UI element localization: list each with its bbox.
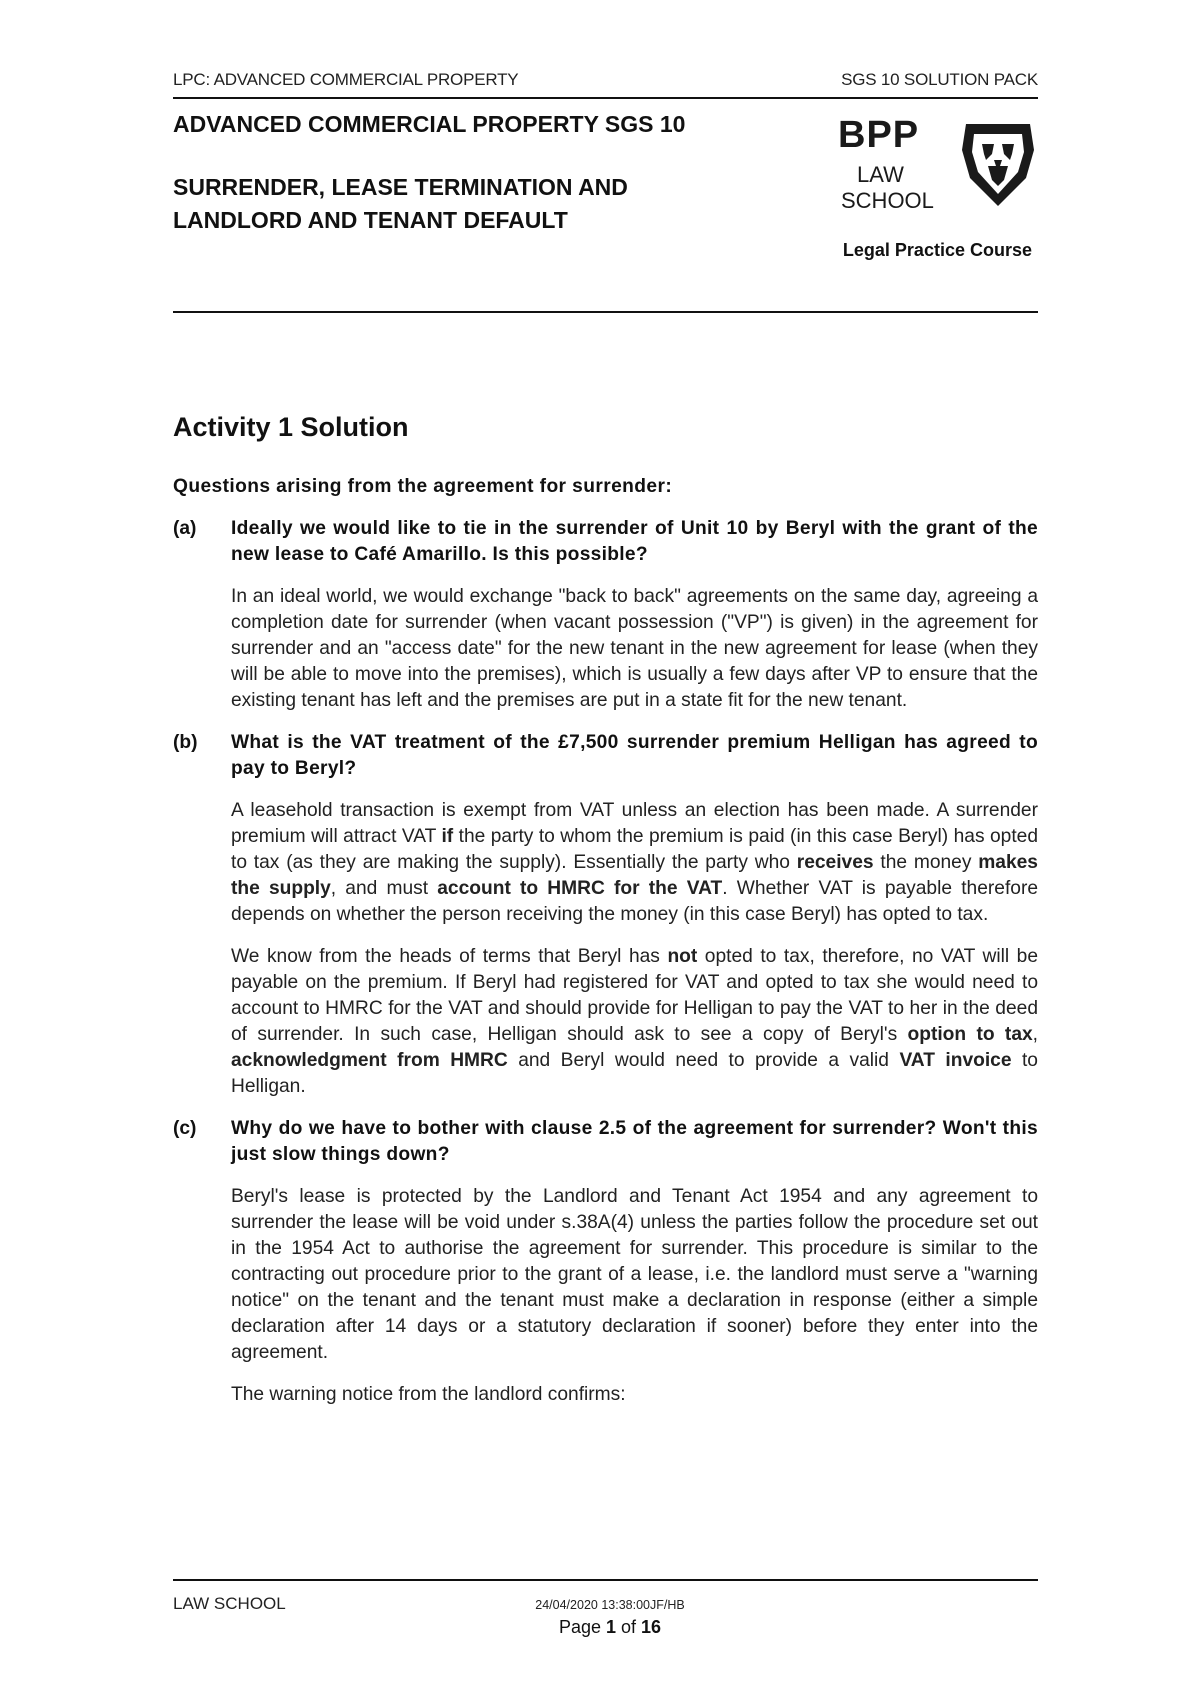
- page-prefix: Page: [558, 1617, 606, 1637]
- question-a-label: (a): [173, 518, 197, 539]
- lion-icon: [958, 120, 1038, 210]
- bpp-law-school-logo: [838, 114, 1038, 214]
- question-b-label: (b): [173, 732, 198, 753]
- answer-b-paragraph-1: [231, 798, 1038, 928]
- text: A leasehold transaction is exempt from VAT unless an election has been made. A surrender premium will attract VAT: [231, 800, 1038, 847]
- page-mid: of: [616, 1617, 642, 1637]
- answer-c: Beryl's lease is protected by the Landlord and Tenant Act 1954 and any agreement to surrender the lease will be void under s.38A(4) unless the parties follow the procedure set out in the 1954 Act to authorise the agreement for surrender. This procedure is similar to the contracting out procedure prior to the grant of a lease, i.e. the landlord must serve a "warning notice" on the tenant and the tenant must make a declaration in response (either a simple declaration after 14 days or a statutory declaration if sooner) before they enter into the agreement.: [231, 1186, 1038, 1363]
- question-c-text: Why do we have to bother with clause 2.5 of the agreement for surrender? Won't this just slow things down?: [231, 1118, 1038, 1165]
- main-content: [173, 410, 1038, 1424]
- footer-rule: [173, 1579, 1038, 1581]
- page-total: 16: [641, 1617, 662, 1637]
- header-right: SGS 10 SOLUTION PACK: [841, 70, 1038, 89]
- header-rule: [173, 97, 1038, 99]
- emphasis: VAT invoice: [899, 1050, 1012, 1071]
- title-rule: [173, 311, 1038, 313]
- question-a: [173, 516, 1038, 568]
- emphasis: makes the supply: [231, 852, 1038, 899]
- emphasis: account to HMRC for the VAT: [437, 878, 723, 899]
- question-b-text: What is the VAT treatment of the £7,500 surrender premium Helligan has agreed to pay to Beryl?: [231, 732, 1038, 779]
- questions-intro: Questions arising from the agreement for surrender:: [173, 476, 673, 497]
- emphasis: not: [667, 946, 698, 967]
- subtitle-line-2: LANDLORD AND TENANT DEFAULT: [173, 207, 568, 233]
- document-title: ADVANCED COMMERCIAL PROPERTY SGS 10: [173, 111, 686, 137]
- emphasis: option to tax: [907, 1024, 1033, 1045]
- text: . Whether VAT is payable therefore depends on whether the person receiving the money (in this case Beryl) has opted to tax.: [231, 878, 1039, 925]
- text: We know from the heads of terms that Beryl has: [231, 946, 668, 967]
- emphasis: acknowledgment from HMRC: [231, 1050, 508, 1071]
- logo-bpp-text: BPP: [838, 114, 920, 156]
- footer-timestamp: 24/04/2020 13:38:00JF/HB: [535, 1598, 685, 1612]
- document-subtitle: [173, 171, 628, 237]
- logo-school-text: SCHOOL: [841, 188, 934, 213]
- answer-c-continued: The warning notice from the landlord confirms:: [231, 1384, 626, 1405]
- text: and Beryl would need to provide a valid: [507, 1050, 900, 1071]
- text: , and must: [330, 878, 438, 899]
- page-current: 1: [605, 1617, 616, 1637]
- emphasis: receives: [796, 852, 874, 873]
- answer-a: In an ideal world, we would exchange "back to back" agreements on the same day, agreeing a completion date for surrender (when vacant possession ("VP") is given) in the agreement for surrender and an "access date" for the new tenant in the new agreement for lease (when they will be able to move into the premises), which is usually a few days after VP to ensure that the existing tenant has left and the premises are put in a state fit for the new tenant.: [231, 586, 1038, 711]
- emphasis: if: [441, 826, 454, 847]
- page-number: [0, 1617, 1200, 1638]
- question-c: [173, 1116, 1038, 1168]
- question-b: [173, 730, 1038, 782]
- question-c-label: (c): [173, 1118, 197, 1139]
- logo-law-text: LAW: [857, 162, 904, 187]
- text: the party to whom the premium is paid (in this case Beryl) has opted to tax (as they are making the supply). Essentially the party who: [231, 826, 1038, 873]
- answer-b-paragraph-2: [231, 944, 1038, 1100]
- text: to Helligan.: [231, 1050, 1038, 1097]
- header-left: LPC: ADVANCED COMMERCIAL PROPERTY: [173, 70, 519, 89]
- text: ,: [1032, 1024, 1039, 1045]
- footer-left: LAW SCHOOL: [173, 1594, 286, 1613]
- text: the money: [873, 852, 979, 873]
- activity-heading: Activity 1 Solution: [173, 412, 409, 442]
- course-name: Legal Practice Course: [842, 240, 1032, 260]
- question-a-text: Ideally we would like to tie in the surrender of Unit 10 by Beryl with the grant of the new lease to Café Amarillo. Is this possible?: [231, 518, 1038, 565]
- subtitle-line-1: SURRENDER, LEASE TERMINATION AND: [173, 174, 628, 200]
- text: opted to tax, therefore, no VAT will be payable on the premium. If Beryl had registered for VAT and opted to tax she would need to account to HMRC for the VAT and should provide for Helligan to pay the VAT to her in the deed of surrender. In such case, Helligan should ask to see a copy of Beryl's: [231, 946, 1038, 1045]
